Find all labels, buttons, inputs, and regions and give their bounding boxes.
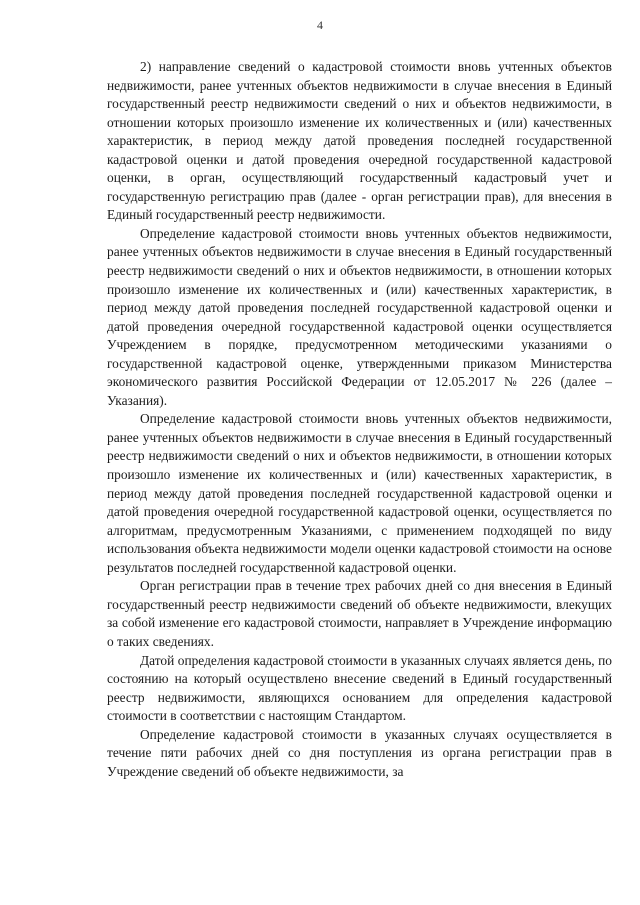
page-number: 4	[317, 18, 323, 32]
paragraph-1: 2) направление сведений о кадастровой стоимости вновь учтенных объектов недвижимости, ранее учтенных объектов недвижимости в случае внесения в Единый государственный реестр недвижимости сведений о них и объектов недвижимости, в отношении которых произошло изменение их количественных и (или) качественных характеристик, в период между датой проведения последней государственной кадастровой оценки и датой проведения очередной государственной кадастровой оценки, в орган, осуществляющий государственный кадастровый учет и государственную регистрацию прав (далее - орган регистрации прав), для внесения в Единый государственный реестр недвижимости.	[107, 59, 612, 223]
paragraph-5: Датой определения кадастровой стоимости в указанных случаях является день, по состоянию на который осуществлено внесение сведений в Единый государственный реестр недвижимости, являющихся основанием для определения кадастровой стоимости в соответствии с настоящим Стандартом.	[107, 652, 612, 724]
paragraph-3: Определение кадастровой стоимости вновь учтенных объектов недвижимости, ранее учтенных объектов недвижимости в случае внесения в Единый государственный реестр недвижимости сведений о них и объектов недвижимости, в отношении которых произошло изменение их количественных и (или) качественных характеристик, в период между датой проведения последней государственной кадастровой оценки и датой проведения очередной государственной кадастровой оценки, осуществляется по алгоритмам, предусмотренным Указаниями, с применением подходящей по виду использования объекта недвижимости модели оценки кадастровой стоимости на основе результатов последней государственной кадастровой оценки.	[107, 411, 612, 575]
paragraph-2: Определение кадастровой стоимости вновь учтенных объектов недвижимости, ранее учтенных объектов недвижимости в случае внесения в Единый государственный реестр недвижимости сведений о них и объектов недвижимости, в отношении которых произошло изменение их количественных и (или) качественных характеристик, в период между датой проведения последней государственной кадастровой оценки и датой проведения очередной государственной кадастровой оценки осуществляется Учреждением в порядке, предусмотренном методическими указаниями о государственной кадастровой оценке, утвержденными приказом Министерства экономического развития Российской Федерации от 12.05.2017 № 226 (далее – Указания).	[107, 225, 612, 408]
document-body	[107, 58, 612, 781]
paragraph-6: Определение кадастровой стоимости в указанных случаях осуществляется в течение пяти рабочих дней со дня поступления из органа регистрации прав в Учреждение сведений об объекте недвижимости, за	[107, 726, 612, 779]
paragraph-4: Орган регистрации прав в течение трех рабочих дней со дня внесения в Единый государственный реестр недвижимости сведений об объекте недвижимости, влекущих за собой изменение его кадастровой стоимости, направляет в Учреждение информацию о таких сведениях.	[107, 578, 612, 649]
